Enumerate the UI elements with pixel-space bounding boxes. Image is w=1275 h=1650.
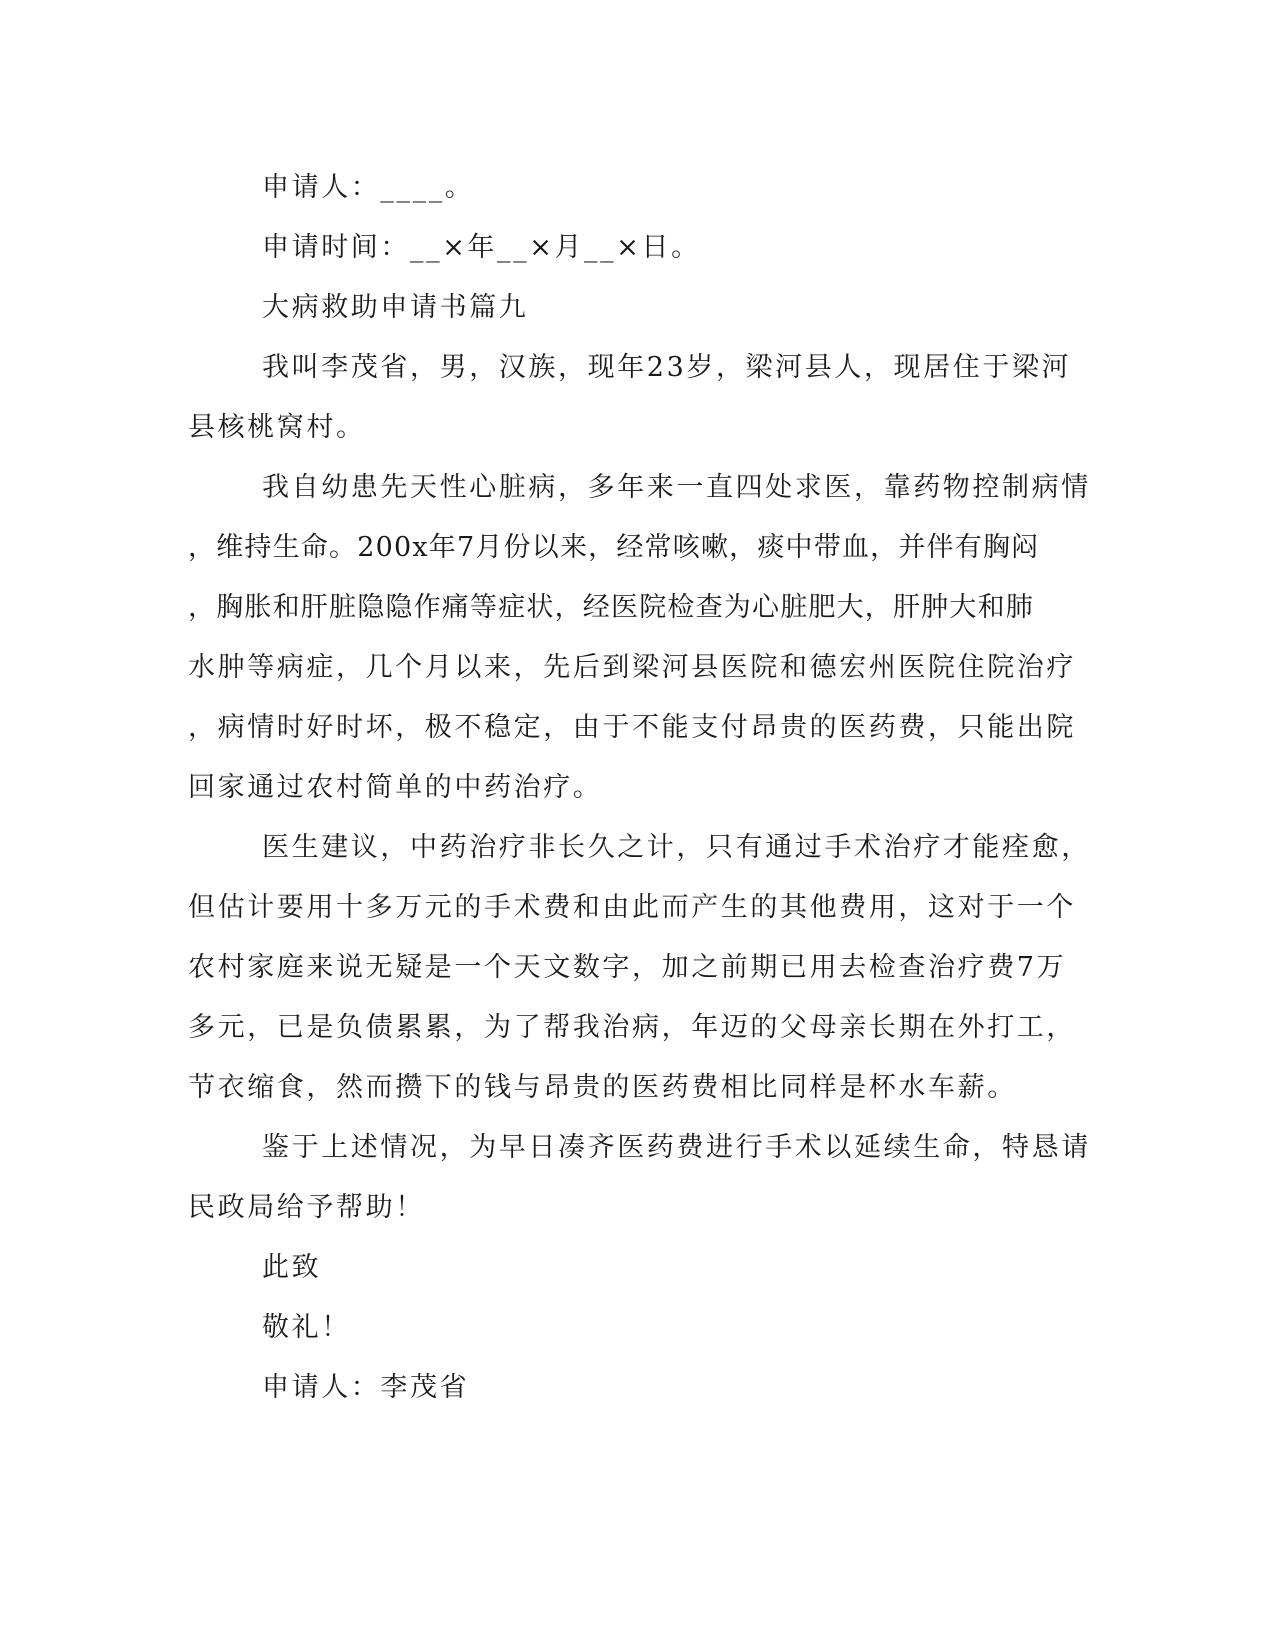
- paragraph-line: 我叫李茂省，男，汉族，现年23岁，梁河县人，现居住于梁河: [262, 352, 1072, 383]
- paragraph-line: 民政局给予帮助！: [188, 1192, 425, 1223]
- application-date-line: 申请时间：__×年__×月__×日。: [262, 232, 701, 263]
- paragraph-line: ，病情时好时坏，极不稳定，由于不能支付昂贵的医药费，只能出院: [188, 712, 1076, 743]
- paragraph-line: 节衣缩食，然而攒下的钱与昂贵的医药费相比同样是杯水车薪。: [188, 1072, 1017, 1103]
- section-title: 大病救助申请书篇九: [262, 292, 529, 323]
- closing-regards: 敬礼！: [262, 1312, 351, 1343]
- paragraph-line: 水肿等病症，几个月以来，先后到梁河县医院和德宏州医院住院治疗: [188, 652, 1076, 683]
- document-body: [188, 158, 1091, 1418]
- paragraph-line: ，维持生命。200x年7月份以来，经常咳嗽，痰中带血，并伴有胸闷: [188, 532, 1040, 563]
- paragraph-line: 鉴于上述情况，为早日凑齐医药费进行手术以延续生命，特恳请: [262, 1132, 1091, 1163]
- paragraph-line: 但估计要用十多万元的手术费和由此而产生的其他费用，这对于一个: [188, 892, 1076, 923]
- signature-line: 申请人：李茂省: [262, 1372, 470, 1403]
- paragraph-line: 回家通过农村简单的中药治疗。: [188, 772, 603, 803]
- paragraph-line: 农村家庭来说无疑是一个天文数字，加之前期已用去检查治疗费7万: [188, 952, 1067, 983]
- paragraph-line: 医生建议，中药治疗非长久之计，只有通过手术治疗才能痊愈，: [262, 832, 1091, 863]
- paragraph-line: 我自幼患先天性心脏病，多年来一直四处求医，靠药物控制病情: [262, 472, 1091, 503]
- paragraph-line: 多元，已是负债累累，为了帮我治病，年迈的父母亲长期在外打工，: [188, 1012, 1076, 1043]
- paragraph-line: 县核桃窝村。: [188, 412, 366, 443]
- closing-salutation: 此致: [262, 1252, 322, 1283]
- applicant-line: 申请人：____。: [262, 172, 475, 203]
- paragraph-line: ，胸胀和肝脏隐隐作痛等症状，经医院检查为心脏肥大，肝肿大和肺: [188, 592, 1034, 623]
